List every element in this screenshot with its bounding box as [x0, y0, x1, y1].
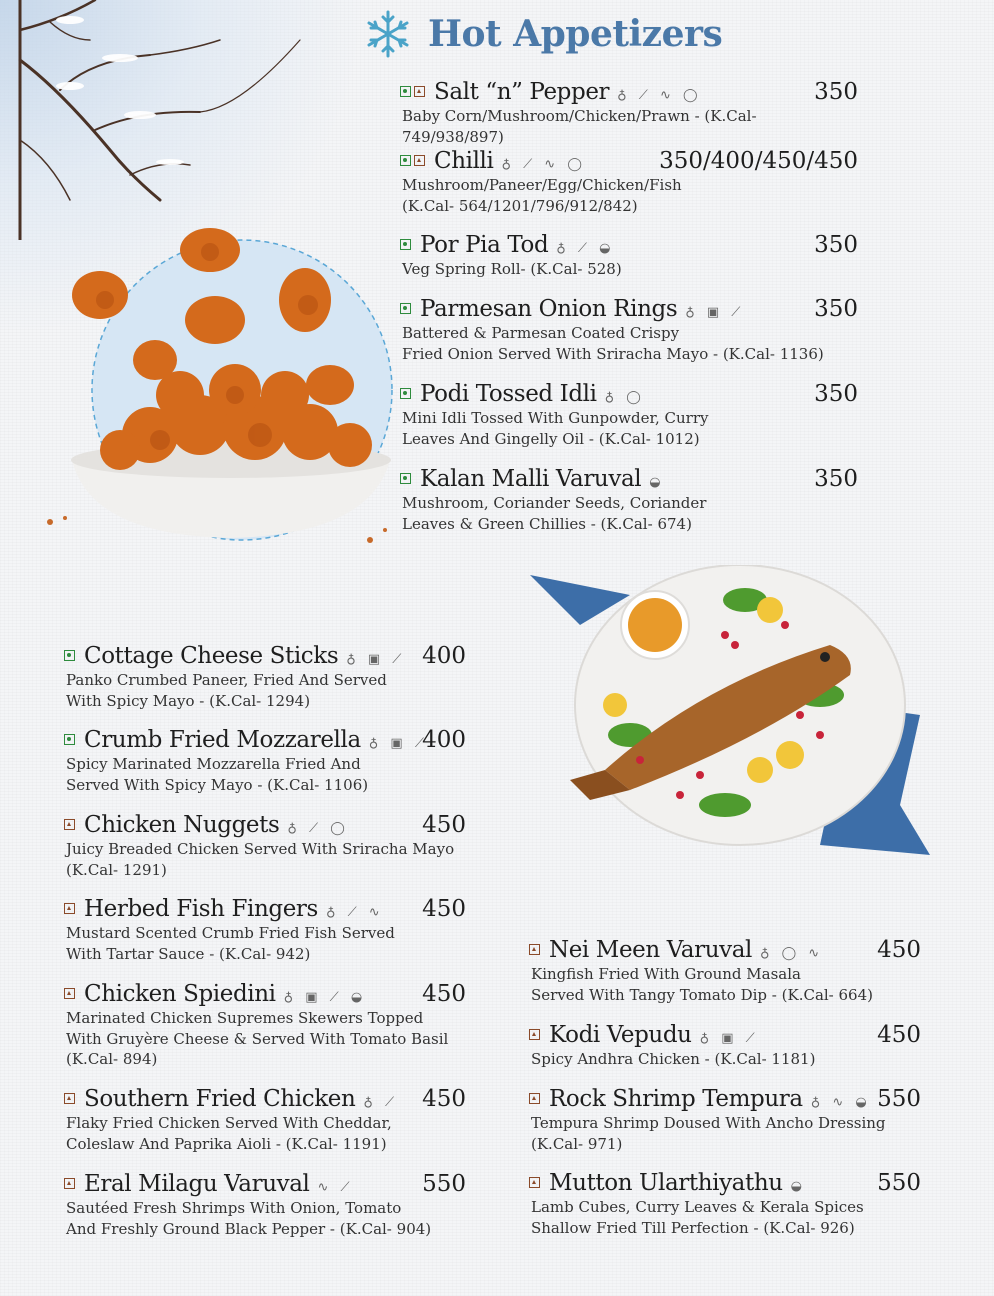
menu-item-price: 450: [877, 937, 921, 963]
description-line: Mini Idli Tossed With Gunpowder, Curry: [402, 409, 709, 427]
nonveg-marker-icon: [64, 819, 75, 830]
diet-markers: [64, 1180, 78, 1191]
menu-item-header: [400, 296, 858, 322]
menu-item-name: Eral Milagu Varuval: [84, 1171, 310, 1197]
diet-markers: [64, 1095, 78, 1106]
menu-item-name: Cottage Cheese Sticks: [84, 643, 339, 669]
description-line: Served With Tangy Tomato Dip - (K.Cal- 664): [531, 985, 873, 1004]
menu-item: [400, 148, 858, 216]
menu-item-name: Podi Tossed Idli: [420, 381, 597, 407]
description-line: Mushroom, Coriander Seeds, Coriander: [402, 494, 707, 512]
description-line: Battered & Parmesan Coated Crispy: [402, 324, 680, 342]
menu-item-price: 450: [422, 812, 466, 838]
page-title: Hot Appetizers: [428, 13, 723, 55]
description-line: (K.Cal- 971): [531, 1134, 623, 1153]
nonveg-marker-icon: [64, 903, 75, 914]
description-line: Flaky Fried Chicken Served With Cheddar,: [66, 1114, 392, 1132]
menu-item-name: Crumb Fried Mozzarella: [84, 727, 361, 753]
menu-item-name: Kodi Vepudu: [549, 1022, 692, 1048]
description-line: Leaves & Green Chillies - (K.Cal- 674): [402, 514, 692, 533]
menu-item-price: 350: [814, 296, 858, 322]
menu-item-description: [529, 1113, 921, 1154]
description-line: Baby Corn/Mushroom/Chicken/Prawn - (K.Cal- 749/938/897): [402, 107, 757, 146]
allergen-icons: ♁ ⟋ ◒: [556, 241, 615, 256]
menu-item-name: Chicken Nuggets: [84, 812, 280, 838]
menu-item: [64, 812, 466, 880]
menu-item-price: 450: [422, 1086, 466, 1112]
veg-marker-icon: [64, 734, 75, 745]
menu-item: [64, 643, 466, 711]
menu-item-price: 350: [814, 79, 858, 105]
snowflake-icon: [362, 8, 414, 60]
allergen-icons: ♁ ▣ ⟋ ◒: [283, 990, 367, 1005]
menu-item-description: [400, 323, 858, 364]
diet-markers: [529, 1095, 543, 1106]
menu-item-price: 350/400/450/450: [659, 148, 858, 174]
veg-marker-icon: [400, 239, 411, 250]
diet-markers: [64, 905, 78, 916]
menu-item: [64, 1171, 466, 1239]
allergen-icons: ♁ ⟋ ∿: [325, 905, 384, 920]
menu-item-description: [400, 175, 858, 216]
diet-markers: [400, 475, 414, 486]
menu-item-description: [400, 106, 858, 147]
fried-chicken-bowl-photo: [30, 200, 410, 570]
menu-item-header: [529, 1170, 921, 1196]
description-line: With Spicy Mayo - (K.Cal- 1294): [66, 691, 311, 710]
menu-item: [400, 466, 858, 534]
menu-item-header: [64, 1171, 466, 1197]
allergen-icons: ♁ ◯: [604, 390, 645, 405]
menu-item-price: 550: [422, 1171, 466, 1197]
diet-markers: [64, 736, 78, 747]
menu-item-header: [64, 727, 466, 753]
description-line: With Tartar Sauce - (K.Cal- 942): [66, 944, 311, 963]
menu-item-header: [400, 79, 858, 105]
nonveg-marker-icon: [529, 1093, 540, 1104]
diet-markers: [64, 821, 78, 832]
menu-item: [400, 381, 858, 449]
menu-item-description: [529, 1049, 921, 1070]
description-line: Panko Crumbed Paneer, Fried And Served: [66, 671, 387, 689]
allergen-icons: ◒: [790, 1179, 806, 1194]
description-line: Shallow Fried Till Perfection - (K.Cal- 926): [531, 1218, 855, 1237]
allergen-icons: ♁ ⟋ ∿ ◯: [617, 88, 702, 103]
description-line: Leaves And Gingelly Oil - (K.Cal- 1012): [402, 429, 700, 448]
menu-item: [64, 727, 466, 795]
allergen-icons: ♁ ∿ ◒: [810, 1095, 871, 1110]
menu-item-header: [64, 643, 466, 669]
menu-item-description: [64, 1198, 466, 1239]
description-line: Fried Onion Served With Sriracha Mayo - (K.Cal- 1136): [402, 344, 824, 363]
menu-item: [64, 981, 466, 1070]
menu-item-name: Nei Meen Varuval: [549, 937, 752, 963]
menu-item-price: 350: [814, 466, 858, 492]
description-line: Mushroom/Paneer/Egg/Chicken/Fish: [402, 176, 682, 194]
description-line: Mustard Scented Crumb Fried Fish Served: [66, 924, 395, 942]
menu-item-description: [64, 1113, 466, 1154]
description-line: Spicy Andhra Chicken - (K.Cal- 1181): [531, 1050, 816, 1068]
menu-item-description: [529, 1197, 921, 1238]
diet-markers: [400, 157, 428, 168]
menu-item-name: Parmesan Onion Rings: [420, 296, 678, 322]
allergen-icons: ♁ ⟋ ∿ ◯: [501, 157, 586, 172]
veg-marker-icon: [400, 155, 411, 166]
nonveg-marker-icon: [529, 944, 540, 955]
description-line: With Gruyère Cheese & Served With Tomato Basil: [66, 1029, 449, 1048]
description-line: And Freshly Ground Black Pepper - (K.Cal- 904): [66, 1219, 432, 1238]
nonveg-marker-icon: [529, 1177, 540, 1188]
menu-item-header: [400, 381, 858, 407]
section-heading: [362, 8, 722, 60]
menu-item-header: [529, 1022, 921, 1048]
menu-item-description: [400, 408, 858, 449]
menu-item: [529, 1086, 921, 1154]
description-line: Juicy Breaded Chicken Served With Sriracha Mayo: [66, 840, 455, 858]
menu-item-name: Herbed Fish Fingers: [84, 896, 318, 922]
veg-marker-icon: [400, 303, 411, 314]
menu-item-price: 350: [814, 232, 858, 258]
menu-item-header: [529, 1086, 921, 1112]
nonveg-marker-icon: [414, 155, 425, 166]
nonveg-marker-icon: [414, 86, 425, 97]
description-line: (K.Cal- 1291): [66, 860, 167, 879]
menu-item-name: Por Pia Tod: [420, 232, 549, 258]
menu-item-name: Mutton Ularthiyathu: [549, 1170, 783, 1196]
menu-item-price: 450: [422, 896, 466, 922]
menu-item-name: Kalan Malli Varuval: [420, 466, 642, 492]
menu-item: [529, 1170, 921, 1238]
menu-item-price: 550: [877, 1086, 921, 1112]
menu-item-price: 350: [814, 381, 858, 407]
menu-item-description: [64, 754, 466, 795]
menu-item: [400, 232, 858, 280]
diet-markers: [529, 1179, 543, 1190]
diet-markers: [400, 305, 414, 316]
description-line: Coleslaw And Paprika Aioli - (K.Cal- 1191): [66, 1134, 387, 1153]
menu-item-description: [400, 259, 858, 280]
allergen-icons: ♁ ◯ ∿: [759, 946, 824, 961]
menu-item-name: Rock Shrimp Tempura: [549, 1086, 803, 1112]
description-line: Kingfish Fried With Ground Masala: [531, 965, 801, 983]
veg-marker-icon: [400, 473, 411, 484]
description-line: Marinated Chicken Supremes Skewers Topped: [66, 1009, 424, 1027]
description-line: (K.Cal- 564/1201/796/912/842): [402, 196, 638, 215]
nonveg-marker-icon: [64, 1178, 75, 1189]
allergen-icons: ♁ ▣ ⟋: [699, 1031, 759, 1046]
menu-item: [64, 896, 466, 964]
menu-item-price: 400: [422, 643, 466, 669]
fried-fish-plate-photo: [520, 565, 940, 865]
menu-item-name: Southern Fried Chicken: [84, 1086, 356, 1112]
description-line: Served With Spicy Mayo - (K.Cal- 1106): [66, 775, 369, 794]
menu-item-header: [64, 812, 466, 838]
menu-item-description: [64, 670, 466, 711]
menu-item: [64, 1086, 466, 1154]
diet-markers: [64, 990, 78, 1001]
menu-item-description: [64, 839, 466, 880]
menu-item-name: Salt “n” Pepper: [434, 79, 610, 105]
diet-markers: [64, 652, 78, 663]
menu-item-header: [529, 937, 921, 963]
allergen-icons: ♁ ▣ ⟋: [685, 305, 745, 320]
menu-item: [529, 937, 921, 1005]
menu-item: [529, 1022, 921, 1070]
menu-item-header: [64, 896, 466, 922]
menu-item-name: Chilli: [434, 148, 494, 174]
diet-markers: [529, 946, 543, 957]
menu-item-description: [64, 923, 466, 964]
menu-item-header: [64, 1086, 466, 1112]
menu-item-price: 400: [422, 727, 466, 753]
veg-marker-icon: [400, 388, 411, 399]
menu-item-price: 450: [422, 981, 466, 1007]
description-line: (K.Cal- 894): [66, 1050, 158, 1068]
menu-item-price: 450: [877, 1022, 921, 1048]
nonveg-marker-icon: [64, 1093, 75, 1104]
menu-item: [400, 79, 858, 147]
allergen-icons: ♁ ⟋ ◯: [287, 821, 349, 836]
menu-item-price: 550: [877, 1170, 921, 1196]
nonveg-marker-icon: [64, 988, 75, 999]
allergen-icons: ◒: [649, 475, 665, 490]
menu-item-header: [400, 466, 858, 492]
diet-markers: [529, 1031, 543, 1042]
veg-marker-icon: [64, 650, 75, 661]
description-line: Veg Spring Roll- (K.Cal- 528): [402, 260, 622, 278]
nonveg-marker-icon: [529, 1029, 540, 1040]
menu-item: [400, 296, 858, 364]
menu-item-header: [64, 981, 466, 1007]
description-line: Tempura Shrimp Doused With Ancho Dressing: [531, 1114, 886, 1132]
diet-markers: [400, 390, 414, 401]
menu-item-header: [400, 232, 858, 258]
menu-item-name: Chicken Spiedini: [84, 981, 276, 1007]
menu-item-description: [400, 493, 858, 534]
description-line: Spicy Marinated Mozzarella Fried And: [66, 755, 361, 773]
diet-markers: [400, 241, 414, 252]
allergen-icons: ♁ ⟋: [363, 1095, 399, 1110]
diet-markers: [400, 88, 428, 99]
allergen-icons: ∿ ⟋: [317, 1180, 354, 1195]
veg-marker-icon: [400, 86, 411, 97]
description-line: Lamb Cubes, Curry Leaves & Kerala Spices: [531, 1198, 864, 1216]
allergen-icons: ♁ ▣ ⟋: [368, 736, 428, 751]
allergen-icons: ♁ ▣ ⟋: [346, 652, 406, 667]
description-line: Sautéed Fresh Shrimps With Onion, Tomato: [66, 1199, 402, 1217]
menu-item-description: [529, 964, 921, 1005]
menu-item-description: [64, 1008, 466, 1070]
